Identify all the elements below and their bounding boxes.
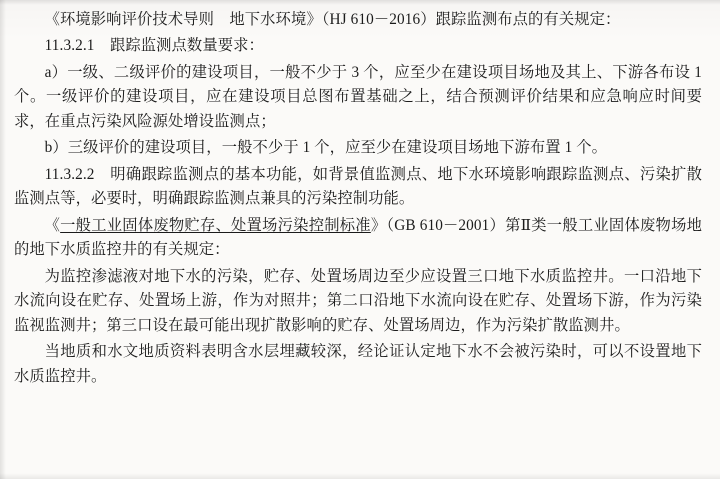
page-bottom-shadow	[0, 473, 720, 479]
paragraph-standard-reference-gb610: 《一般工业固体废物贮存、处置场污染控制标准》（GB 610－2001）第Ⅱ类一般工业固体废物场地的地下水质监控井的有关规定：	[14, 216, 702, 259]
paragraph-clause-11-3-2-2: 11.3.2.2 明确跟踪监测点的基本功能，如背景值监测点、地下水环境影响跟踪监测点、污染扩散监测点等，必要时，明确跟踪监测点兼具的污染控制功能。	[14, 165, 702, 208]
page-left-shadow	[0, 0, 6, 479]
underlined-standard-title: 一般工业固体废物贮存、处置场污染控制标准	[60, 216, 371, 234]
paragraph-standard-reference-hj610: 《环境影响评价技术导则 地下水环境》（HJ 610－2016）跟踪监测布点的有关规定：	[44, 11, 621, 28]
paragraph-exemption-condition: 当地质和水文地质资料表明含水层埋藏较深，经论证认定地下水不会被污染时，可以不设置地下水质监控井。	[14, 343, 702, 386]
paragraph-monitoring-wells-requirements: 为监控渗滤液对地下水的污染，贮存、处置场周边至少应设置三口地下水质监控井。一口沿地下水流向设在贮存、处置场上游，作为对照井；第二口沿地下水流向设在贮存、处置场下游，作为污染监视监测井；第三口设在最可能出现扩散影响的贮存、处置场周边，作为污染扩散监测井。	[14, 267, 702, 335]
paragraph-clause-11-3-2-1: 11.3.2.1 跟踪监测点数量要求：	[44, 37, 264, 55]
page-top-shadow	[0, 0, 720, 5]
paragraph-item-a: a）一级、二级评价的建设项目，一般不少于 3 个，应至少在建设项目场地及其上、下游各布设 1 个。一级评价的建设项目，应在建设项目总图布置基础之上，结合预测评价结果和应急响应时间要求，在重点污染风险源处增设监测点；	[14, 63, 702, 131]
paragraph-item-b: b）三级评价的建设项目，一般不少于 1 个，应至少在建设项目场地下游布置 1 个。	[44, 139, 608, 157]
document-text-body	[14, 8, 702, 390]
